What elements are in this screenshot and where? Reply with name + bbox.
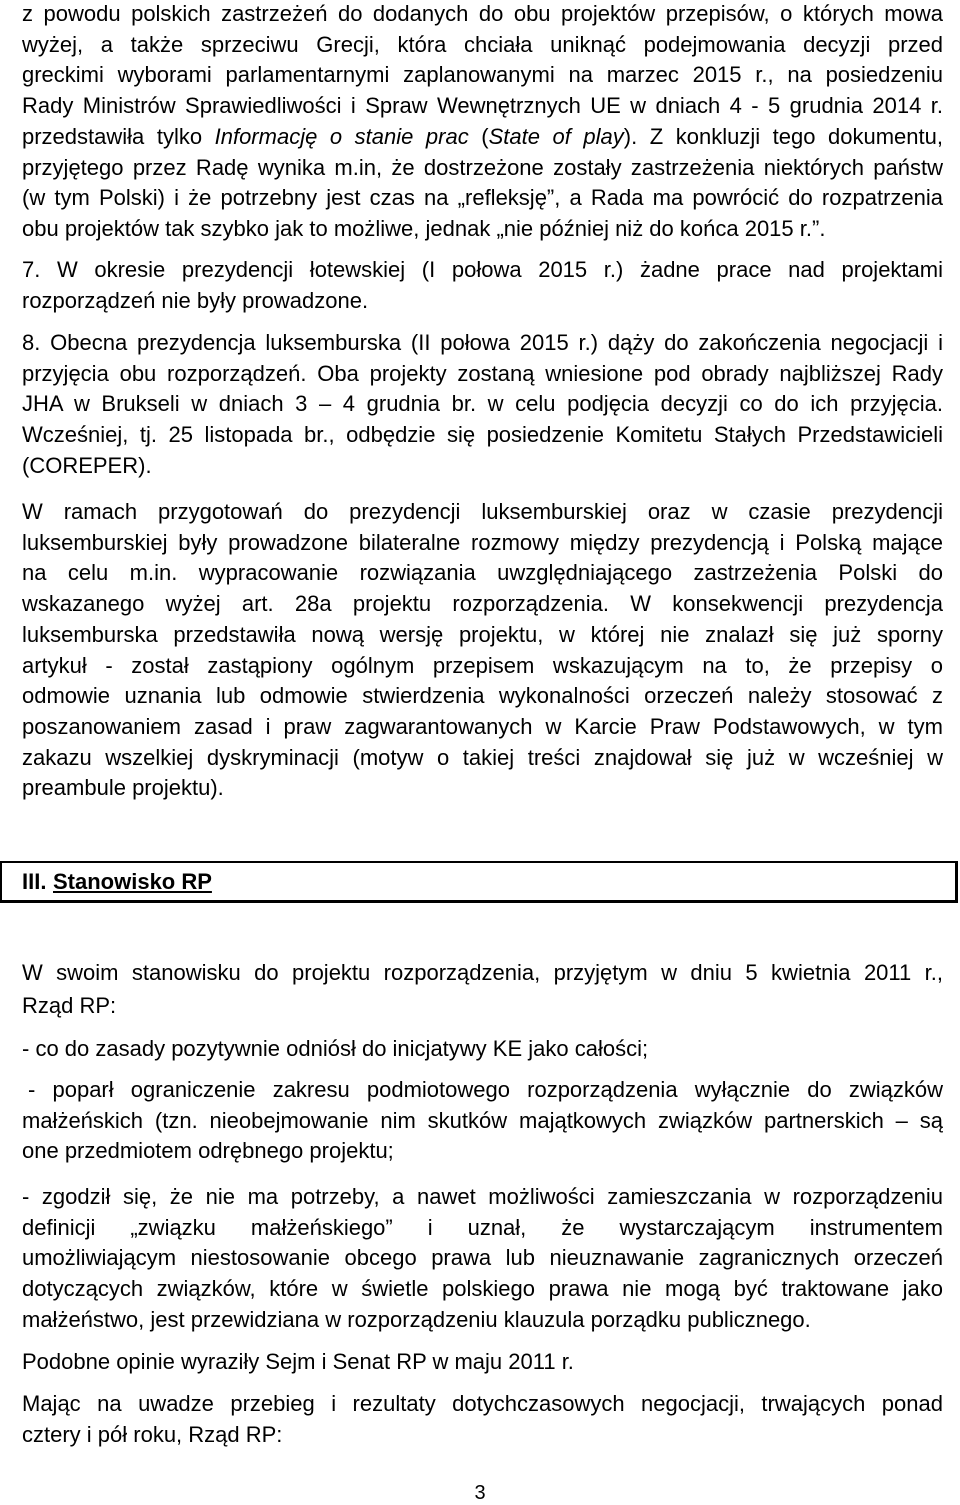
italic-phrase: State of play bbox=[488, 123, 624, 149]
position-point-2 bbox=[22, 1075, 943, 1167]
text-line: umożliwiającym niestosowanie obcego prawa lub nieuznawanie zagranicznych orzeczeń bbox=[22, 1245, 943, 1271]
paragraph-item-8 bbox=[22, 328, 943, 482]
text-line: preambule projektu). bbox=[22, 775, 224, 801]
text-segment: ( bbox=[468, 123, 489, 149]
text-segment: przedstawiła tylko bbox=[22, 123, 215, 149]
text-line: - co do zasady pozytywnie odniósł do inicjatywy KE jako całości; bbox=[22, 1036, 649, 1061]
section-heading bbox=[0, 861, 958, 903]
text-line: one przedmiotem odrębnego projektu; bbox=[22, 1138, 394, 1164]
text-line: przyjęcia obu rozporządzeń. Oba projekty zostaną wniesione pod obrady najbliższej Rady bbox=[22, 360, 943, 386]
text-line: Rady Ministrów Sprawiedliwości i Spraw Wewnętrznych UE w dniach 4 - 5 grudnia 2014 r. bbox=[22, 93, 943, 119]
text-line: małżeństwo, jest przewidziana w rozporządzeniu klauzula porządku publicznego. bbox=[22, 1306, 811, 1332]
text-line: wskazanego wyżej art. 28a projektu rozporządzenia. W konsekwencji prezydencja bbox=[22, 591, 943, 617]
text-line: - poparł ograniczenie zakresu podmiotowego rozporządzenia wyłącznie do związków bbox=[28, 1077, 943, 1102]
text-line: dotyczących związków, które w świetle polskiego prawa nie mogą być traktowane jako bbox=[22, 1276, 943, 1302]
page-number: 3 bbox=[474, 1482, 486, 1504]
text-line bbox=[22, 122, 943, 153]
text-line: luksemburska przedstawiła nową wersję projektu, w której nie znalazł się już sporny bbox=[22, 621, 943, 647]
paragraph-item-7 bbox=[22, 255, 943, 316]
paragraph-bilateral-talks bbox=[22, 497, 943, 804]
paragraph-continuation bbox=[22, 0, 943, 245]
text-line: 8. Obecna prezydencja luksemburska (II połowa 2015 r.) dąży do zakończenia negocjacji i bbox=[22, 330, 943, 355]
text-line: - zgodził się, że nie ma potrzeby, a nawet możliwości zamieszczania w rozporządzeniu bbox=[22, 1184, 943, 1209]
text-line: Wcześniej, tj. 25 listopada br., odbędzie się posiedzenie Komitetu Stałych Przedstawicieli bbox=[22, 422, 943, 448]
text-line: wyżej, a także sprzeciwu Grecji, która chciała uniknąć podejmowania decyzji przed bbox=[22, 31, 943, 57]
text-line: rozporządzeń nie były prowadzone. bbox=[22, 287, 369, 313]
text-line: W swoim stanowisku do projektu rozporządzenia, przyjętym w dniu 5 kwietnia 2011 r., bbox=[22, 960, 943, 985]
text-line: Podobne opinie wyraziły Sejm i Senat RP w maju 2011 r. bbox=[22, 1349, 574, 1374]
text-line: małżeńskich (tzn. nieobejmowanie nim skutków majątkowych związków partnerskich – są bbox=[22, 1107, 943, 1133]
text-line: definicji „związku małżeńskiego” i uznał, że wystarczającym instrumentem bbox=[22, 1214, 943, 1240]
position-point-3 bbox=[22, 1182, 943, 1336]
position-point-1 bbox=[22, 1034, 943, 1065]
paragraph-closing bbox=[22, 1389, 943, 1450]
text-line: na celu m.in. wypracowanie rozwiązania uwzględniającego zastrzeżenia Polski do bbox=[22, 560, 943, 586]
text-line: W ramach przygotowań do prezydencji luksemburskiej oraz w czasie prezydencji bbox=[22, 499, 943, 524]
text-line: 7. W okresie prezydencji łotewskiej (I połowa 2015 r.) żadne prace nad projektami bbox=[22, 257, 943, 282]
text-line: poszanowaniem zasad i praw zagwarantowanych w Karcie Praw Podstawowych, w tym bbox=[22, 713, 943, 739]
text-line: cztery i pół roku, Rząd RP: bbox=[22, 1421, 283, 1447]
text-line: luksemburskiej były prowadzone bilateralne rozmowy między prezydencją i Polską mające bbox=[22, 529, 943, 555]
text-line: (COREPER). bbox=[22, 452, 152, 478]
text-line: JHA w Brukseli w dniach 3 – 4 grudnia br. w celu podjęcia decyzji co do ich przyjęcia. bbox=[22, 391, 943, 417]
text-line: Rząd RP: bbox=[22, 993, 117, 1018]
section-title: Stanowisko RP bbox=[53, 869, 212, 894]
paragraph-position-intro bbox=[22, 956, 943, 1022]
section-number: III. bbox=[22, 869, 47, 894]
italic-phrase: Informację o stanie prac bbox=[214, 123, 469, 149]
text-line: z powodu polskich zastrzeżeń do dodanych do obu projektów przepisów, o których mowa bbox=[22, 1, 943, 26]
text-line: odmowie uznania lub odmowie stwierdzenia wykonalności orzeczeń należy stosować z bbox=[22, 683, 943, 709]
text-line: artykuł - został zastąpiony ogólnym przepisem wskazującym na to, że przepisy o bbox=[22, 652, 943, 678]
text-line: zakazu wszelkiej dyskryminacji (motyw o takiej treści znajdował się już w wcześniej w bbox=[22, 744, 943, 770]
text-segment: ). Z konkluzji tego dokumentu, bbox=[623, 123, 943, 149]
text-line: (w tym Polski) i że potrzebny jest czas na „refleksję”, a Rada ma powrócić do rozpatrzenia bbox=[22, 185, 943, 211]
text-line: Mając na uwadze przebieg i rezultaty dotychczasowych negocjacji, trwających ponad bbox=[22, 1391, 943, 1416]
paragraph-sejm-senat-note bbox=[22, 1347, 943, 1378]
text-line: przyjętego przez Radę wynika m.in, że dostrzeżone zostały zastrzeżenia niektórych państw bbox=[22, 154, 943, 180]
text-line: obu projektów tak szybko jak to możliwe, jednak „nie później niż do końca 2015 r.”. bbox=[22, 215, 826, 241]
text-line: greckimi wyborami parlamentarnymi zaplanowanymi na marzec 2015 r., na posiedzeniu bbox=[22, 62, 943, 88]
